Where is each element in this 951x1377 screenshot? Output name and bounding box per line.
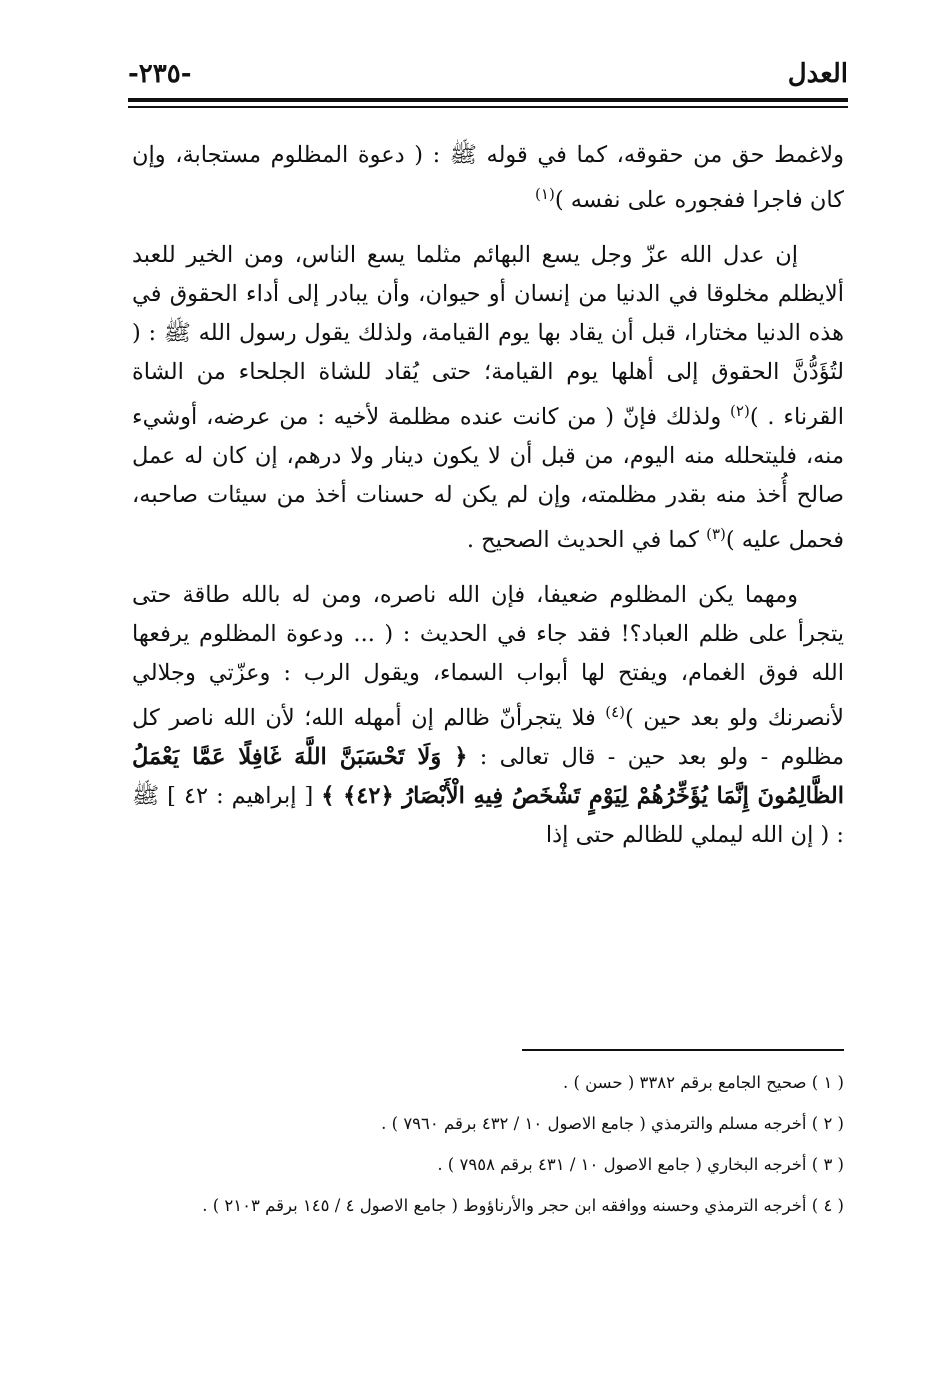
quran-verse: ﴿ وَلَا تَحْسَبَنَّ اللَّهَ غَافِلًا عَمَّا يَعْمَلُ الظَّالِمُونَ إِنَّمَا يُؤَخِّرُهُمْ لِيَوْمٍ تَشْخَصُ فِيهِ الْأَبْصَارُ ﴿٤٢﴾ ﴾: [132, 744, 844, 809]
paragraph-2-text-a: إن عدل الله عزّ وجل يسع البهائم مثلما يسع الناس، ومن الخير للعبد ألايظلم مخلوقا في الدنيا من إنسان أو حيوان، وأن يبادر إلى أداء الحقوق في هذه الدنيا مختارا، قبل أن يقاد بها يوم القيامة، ولذلك يقول رسول الله ﷺ : ( لتُؤَدُّنَّ الحقوق إلى أهلها يوم القيامة؛ حتى يُقاد للشاة الجلحاء من الشاة القرناء . ): [132, 242, 844, 430]
paragraph-3-text-c: [ إبراهيم : ٤٢ ] ﷺ : ( إن الله ليملي للظالم حتى إذا: [132, 783, 844, 848]
paragraph-2-text-c: كما في الحديث الصحيح .: [466, 527, 707, 553]
main-text: [132, 136, 844, 855]
footnotes: [132, 1062, 844, 1226]
paragraph-3-text-a: ومهما يكن المظلوم ضعيفا، فإن الله ناصره، ومن له بالله طاقة حتى يتجرأ على ظلم العباد؟! فقد جاء في الحديث : ( ... ودعوة المظلوم يرفعها الله فوق الغمام، ويفتح لها أبواب السماء، ويقول الرب : وعزّتي وجلالي لأنصرنك ولو بعد حين ): [132, 582, 844, 731]
page-number: -٢٣٥-: [128, 59, 192, 89]
paragraph-3: [132, 576, 844, 855]
paragraph-2-text-b: ولذلك فإنّ ( من كانت عنده مظلمة لأخيه : من عرضه، أوشيء منه، فليتحلله منه اليوم، من قبل أن لا يكون دينار ولا درهم، إن كان له عمل صالح أُخذ منه بقدر مظلمته، وإن لم يكن له حسنات أخذ من سيئات صاحبه، فحمل عليه ): [132, 404, 844, 553]
footnote-4: ( ٤ ) أخرجه الترمذي وحسنه ووافقه ابن حجر والأرناؤوط ( جامع الاصول ٤ / ١٤٥ برقم ٢١٠٣ ) .: [202, 1196, 844, 1215]
footnote-ref-4: (٤): [605, 703, 626, 721]
header-rule-thin: [128, 106, 848, 108]
footnote-2: ( ٢ ) أخرجه مسلم والترمذي ( جامع الاصول ١٠ / ٤٣٢ برقم ٧٩٦٠ ) .: [381, 1114, 844, 1133]
footnote-3: ( ٣ ) أخرجه البخاري ( جامع الاصول ١٠ / ٤٣١ برقم ٧٩٥٨ ) .: [437, 1155, 844, 1174]
chapter-title: العدل: [787, 59, 848, 89]
paragraph-3-text-b: فلا يتجرأنّ ظالم إن أمهله الله؛ لأن الله ناصر كل مظلوم - ولو بعد حين - قال تعالى :: [132, 705, 845, 770]
footnote-ref-2: (٢): [730, 402, 750, 420]
footnote-separator: [522, 1049, 844, 1051]
footnote-1: ( ١ ) صحيح الجامع برقم ٣٣٨٢ ( حسن ) .: [562, 1073, 844, 1092]
paragraph-1-text: ولاغمط حق من حقوقه، كما في قوله ﷺ : ( دعوة المظلوم مستجابة، وإن كان فاجرا ففجوره على نفسه ): [132, 142, 844, 213]
footnote-ref-1: (١): [535, 185, 555, 203]
paragraph-2: [132, 236, 844, 560]
footnote-ref-3: (٣): [706, 525, 726, 543]
header-rule-thick: [128, 98, 848, 102]
paragraph-1: [132, 136, 844, 220]
running-header: [128, 56, 848, 96]
